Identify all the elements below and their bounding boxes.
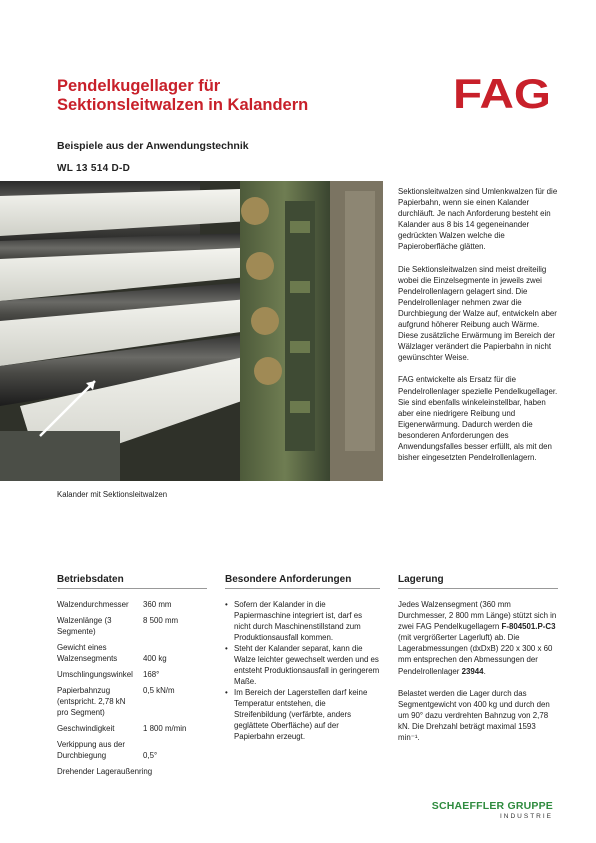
- title-line-1: Pendelkugellager für: [57, 77, 221, 95]
- table-row: [57, 599, 207, 615]
- title-line-2: Sektionsleitwalzen in Kalandern: [57, 96, 309, 114]
- bearing-reference-number: 23944: [461, 666, 484, 676]
- table-row: [57, 669, 207, 685]
- bearing-text: [398, 599, 558, 754]
- row-label: Gewicht eines Walzensegments: [57, 643, 118, 663]
- betriebsdaten-heading: Betriebsdaten: [57, 574, 207, 589]
- table-row: [57, 642, 207, 669]
- lagerung-heading: Lagerung: [398, 574, 558, 589]
- row-value: 360 mm: [143, 600, 172, 609]
- bearing-part-number: F-804501.P-C3: [501, 622, 556, 632]
- list-item: • Sofern der Kalander in die Papiermaschine integriert ist, darf es nicht durch Maschinenstillstand zum Produktionsausfall kommen.: [225, 599, 380, 643]
- intro-paragraph-3: FAG entwickelte als Ersatz für die Pendelrollenlager spezielle Pendelkugellager. Sie sind ebenfalls winkeleinstellbar, haben aber eine niedrigere Reibung und Eigenerwärmung. Dadurch werden die besonderen Anforderungen des Anwendungsfalles besser erfüllt, als mit den bisher eingesetzten Pendelrollenlagern.: [398, 375, 558, 463]
- subtitle: Beispiele aus der Anwendungstechnik: [57, 140, 249, 152]
- row-label: Walzenlänge (3 Segmente): [57, 616, 112, 636]
- row-value: 0,5°: [143, 751, 158, 760]
- row-label: Umschlingungswinkel: [57, 670, 133, 679]
- requirements-list: [225, 599, 380, 742]
- calender-photo: [0, 181, 383, 481]
- bearing-paragraph-2: Belastet werden die Lager durch das Segmentgewicht von 400 kg und durch den um 90° dazu verdrehten Bahnzug von 2,78 kN. Die Drehzahl beträgt maximal 1593 min⁻¹.: [398, 688, 550, 743]
- fag-logo: [452, 74, 552, 114]
- table-row: [57, 766, 207, 782]
- schaeffler-brand: SCHAEFFLER GRUPPE: [431, 800, 553, 812]
- row-label: Geschwindigkeit: [57, 724, 115, 733]
- operating-data-table: [57, 599, 207, 782]
- row-label: Drehender Lageraußenring: [57, 767, 153, 776]
- row-value: 8 500 mm: [143, 616, 179, 625]
- row-value: 0,5 kN/m: [143, 686, 175, 695]
- anforderungen-heading: Besondere Anforderungen: [225, 574, 380, 589]
- table-row: [57, 739, 207, 766]
- intro-paragraph-2: Die Sektionsleitwalzen sind meist dreiteilig wobei die Einzelsegmente in jeweils zwei Pendelrollenlagern gelagert sind. Die Pendelrollenlager nehmen zwar die Durchbiegung der Walze auf, entwickeln aber aufgrund höherer Reibung auch Wärme. Diese zusätzliche Erwärmung im Bereich der Wälzlager verändert die Papierbahn in nicht gewünschter Weise.: [398, 264, 557, 363]
- table-row: [57, 615, 207, 642]
- row-label: Verkippung aus der Durchbiegung: [57, 740, 125, 760]
- row-label: Walzendurchmesser: [57, 600, 129, 609]
- list-item: • Im Bereich der Lagerstellen darf keine Temperatur entstehen, die Streifenbildung (verfärbte, anders geglättete Oberfläche) auf der Papierbahn erzeugt.: [225, 687, 380, 742]
- row-value: 1 800 m/min: [143, 724, 187, 733]
- photo-caption: Kalander mit Sektionsleitwalzen: [57, 490, 168, 499]
- page-title: [57, 77, 387, 115]
- row-value: 168°: [143, 670, 160, 679]
- bearing-paragraph-1: Jedes Walzensegment (360 mm Durchmesser, 2 800 mm Länge) stützt sich in zwei FAG Pendelkugellagern F-804501.P-C3 (mit vergrößerter Lagerluft) ab. Die Lagerabmessungen (dxDxB) 220 x 300 x 60 mm entsprechen den Abmessungen der Pendelrollenlager 23944.: [398, 600, 557, 676]
- calender-illustration: [0, 181, 383, 481]
- intro-paragraph-1: Sektionsleitwalzen sind Umlenkwalzen für die Papierbahn, wenn sie einen Kalander durchläuft. Je nach Anforderung besteht ein Kalander aus 8 bis 14 gegeneinander gedrückten Walzen welche die Papieroberfläche glätten.: [398, 187, 558, 252]
- list-item: • Steht der Kalander separat, kann die Walze leichter gewechselt werden und es entsteht Produktionsausfall in geringerem Maße.: [225, 643, 380, 687]
- table-row: [57, 723, 207, 739]
- schaeffler-logo: [418, 800, 553, 820]
- schaeffler-division: INDUSTRIE: [499, 813, 553, 820]
- document-number: WL 13 514 D-D: [57, 163, 131, 174]
- row-value: 400 kg: [143, 654, 167, 663]
- intro-text: [398, 186, 558, 474]
- row-label: Papierbahnzug (entspricht. 2,78 kN pro Segment): [57, 686, 126, 717]
- table-row: [57, 685, 207, 723]
- fag-logo-text: FAG: [453, 74, 551, 114]
